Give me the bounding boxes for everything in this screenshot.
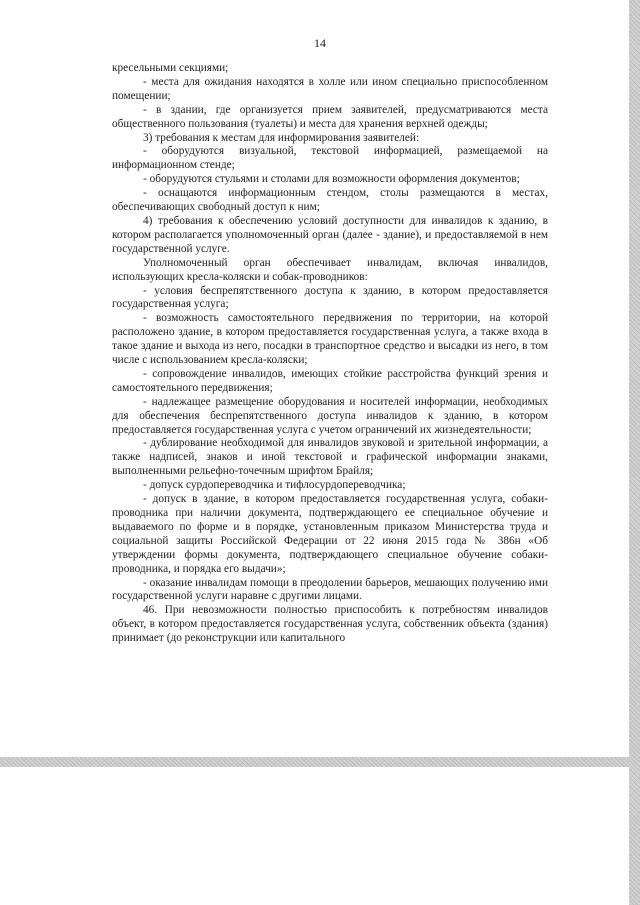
paragraph: 46. При невозможности полностью приспособить к потребностям инвалидов объект, в котором предоставляется государственная услуга, собственник объекта (здания) принимает (до реконструкции или капитального <box>112 604 548 645</box>
scan-border-right <box>629 0 640 905</box>
paragraph: - возможность самостоятельного передвижения по территории, на которой расположено здание, в котором предоставляется государственная услуга, а также входа в такое здание и выхода из него, посадки в транспортное средство и высадки из него, в том числе с использованием кресла-коляски; <box>112 312 548 367</box>
paragraph: - условия беспрепятственного доступа к зданию, в котором предоставляется государственная услуга; <box>112 284 548 311</box>
paragraph: 4) требования к обеспечению условий доступности для инвалидов к зданию, в котором располагается уполномоченный орган (далее - здание), и предоставляемой в нем государственной услуге. <box>112 214 548 255</box>
paragraph: - оборудуются стульями и столами для возможности оформления документов; <box>143 173 520 186</box>
paragraph: Уполномоченный орган обеспечивает инвалидам, включая инвалидов, использующих кресла-коляски и собак-проводников: <box>112 256 548 283</box>
paragraph: - места для ожидания находятся в холле или ином специально приспособленном помещении; <box>112 75 548 102</box>
paragraph: кресельными секциями; <box>112 62 229 74</box>
paragraph: - сопровождение инвалидов, имеющих стойкие расстройства функций зрения и самостоятельного передвижения; <box>112 367 548 394</box>
paragraph: - оснащаются информационным стендом, столы размещаются в местах, обеспечивающих свободный доступ к ним; <box>112 187 548 214</box>
document-body <box>112 62 548 646</box>
paragraph: 3) требования к местам для информирования заявителей: <box>143 131 420 144</box>
paragraph: - надлежащее размещение оборудования и носителей информации, необходимых для обеспечения беспрепятственного доступа инвалидов к зданию, в котором предоставляется государственная услуга с учетом ограничений их жизнедеятельности; <box>112 395 548 436</box>
scan-border-bottom <box>0 757 629 767</box>
paragraph: - в здании, где организуется прием заявителей, предусматриваются места общественного пользования (туалеты) и места для хранения верхней одежды; <box>112 103 548 130</box>
page-number: 14 <box>314 36 326 50</box>
paragraph: - оборудуются визуальной, текстовой информацией, размещаемой на информационном стенде; <box>112 145 548 172</box>
paragraph: - допуск в здание, в котором предоставляется государственная услуга, собаки-проводника при наличии документа, подтверждающего ее специальное обучение и выдаваемого по форме и в порядке, установленным приказом Министерства труда и социальной защиты Российской Федерации от 22 июня 2015 года № 386н «Об утверждении формы документа, подтверждающего специальное обучение собаки-проводника, и порядка его выдачи»; <box>112 493 548 575</box>
paragraph: - дублирование необходимой для инвалидов звуковой и зрительной информации, а также надписей, знаков и иной текстовой и графической информации знаками, выполненными рельефно-точечным шрифтом Брайля; <box>112 437 548 478</box>
paragraph: - допуск сурдопереводчика и тифлосурдопереводчика; <box>143 479 406 492</box>
paragraph: - оказание инвалидам помощи в преодолении барьеров, мешающих получению ими государственной услуги наравне с другими лицами. <box>112 576 548 603</box>
